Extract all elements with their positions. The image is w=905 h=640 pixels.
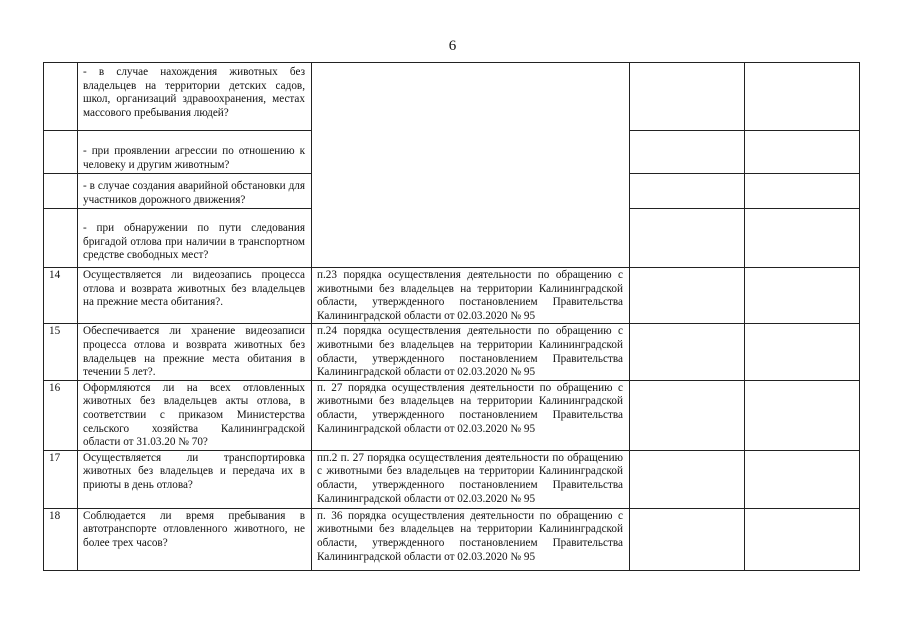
page-number: 6 xyxy=(448,38,457,54)
table-row xyxy=(44,380,860,450)
note-cell xyxy=(745,450,860,508)
question-cell: Оформляются ли на всех отловленных животных без владельцев акты отлова, в соответствии с приказом Министерства сельского хозяйства Калининградской области от 31.03.20 № 70? xyxy=(78,380,312,450)
reference-cell xyxy=(312,63,630,268)
table-row xyxy=(44,268,860,324)
row-number-cell xyxy=(44,131,78,174)
row-number-cell: 18 xyxy=(44,508,78,570)
reference-cell: п.23 порядка осуществления деятельности по обращению с животными без владельцев на территории Калининградской области, утвержденного постановлением Правительства Калининградской области от 02.03.2020 № 95 xyxy=(312,268,630,324)
row-number-cell: 16 xyxy=(44,380,78,450)
answer-cell xyxy=(630,209,745,268)
row-number-cell xyxy=(44,209,78,268)
note-cell xyxy=(745,380,860,450)
reference-cell: п. 27 порядка осуществления деятельности по обращению с животными без владельцев на территории Калининградской области, утвержденного постановлением Правительства Калининградской области от 02.03.2020 № 95 xyxy=(312,380,630,450)
checklist-table xyxy=(43,62,860,571)
note-cell xyxy=(745,63,860,131)
row-number-cell: 14 xyxy=(44,268,78,324)
question-cell xyxy=(78,131,312,174)
table-row xyxy=(44,450,860,508)
answer-cell xyxy=(630,380,745,450)
table-row xyxy=(44,324,860,380)
table-row xyxy=(44,508,860,570)
answer-cell xyxy=(630,131,745,174)
question-cell xyxy=(78,209,312,268)
subquestion-text: - в случае нахождения животных без владельцев на территории детских садов, школ, организаций здравоохранения, местах массового пребывания людей? xyxy=(83,66,305,119)
note-cell xyxy=(745,209,860,268)
answer-cell xyxy=(630,324,745,380)
question-cell: Осуществляется ли видеозапись процесса отлова и возврата животных без владельцев на прежние места обитания?. xyxy=(78,268,312,324)
row-number-cell xyxy=(44,63,78,131)
note-cell xyxy=(745,174,860,209)
answer-cell xyxy=(630,508,745,570)
row-number-cell: 15 xyxy=(44,324,78,380)
answer-cell xyxy=(630,63,745,131)
question-cell: Соблюдается ли время пребывания в автотранспорте отловленного животного, не более трех часов? xyxy=(78,508,312,570)
note-cell xyxy=(745,131,860,174)
answer-cell xyxy=(630,268,745,324)
note-cell xyxy=(745,268,860,324)
question-cell xyxy=(78,174,312,209)
subquestion-text: - при обнаружении по пути следования бригадой отлова при наличии в транспортном средстве свободных мест? xyxy=(83,222,305,262)
subquestion-text: - в случае создания аварийной обстановки для участников дорожного движения? xyxy=(83,180,305,206)
reference-cell: п. 36 порядка осуществления деятельности по обращению с животными без владельцев на территории Калининградской области, утвержденного постановлением Правительства Калининградской области от 02.03.2020 № 95 xyxy=(312,508,630,570)
reference-cell: п.24 порядка осуществления деятельности по обращению с животными без владельцев на территории Калининградской области, утвержденного постановлением Правительства Калининградской области от 02.03.2020 № 95 xyxy=(312,324,630,380)
row-number-cell: 17 xyxy=(44,450,78,508)
question-cell: Обеспечивается ли хранение видеозаписи процесса отлова и возврата животных без владельцев на прежние места обитания в течении 5 лет?. xyxy=(78,324,312,380)
answer-cell xyxy=(630,450,745,508)
note-cell xyxy=(745,508,860,570)
question-cell xyxy=(78,63,312,131)
answer-cell xyxy=(630,174,745,209)
table-row xyxy=(44,63,860,131)
reference-cell: пп.2 п. 27 порядка осуществления деятельности по обращению с животными без владельцев на территории Калининградской области, утвержденного постановлением Правительства Калининградской области от 02.03.2020 № 95 xyxy=(312,450,630,508)
note-cell xyxy=(745,324,860,380)
row-number-cell xyxy=(44,174,78,209)
question-cell: Осуществляется ли транспортировка животных без владельцев и передача их в приюты в день отлова? xyxy=(78,450,312,508)
subquestion-text: - при проявлении агрессии по отношению к человеку и другим животным? xyxy=(83,145,305,171)
